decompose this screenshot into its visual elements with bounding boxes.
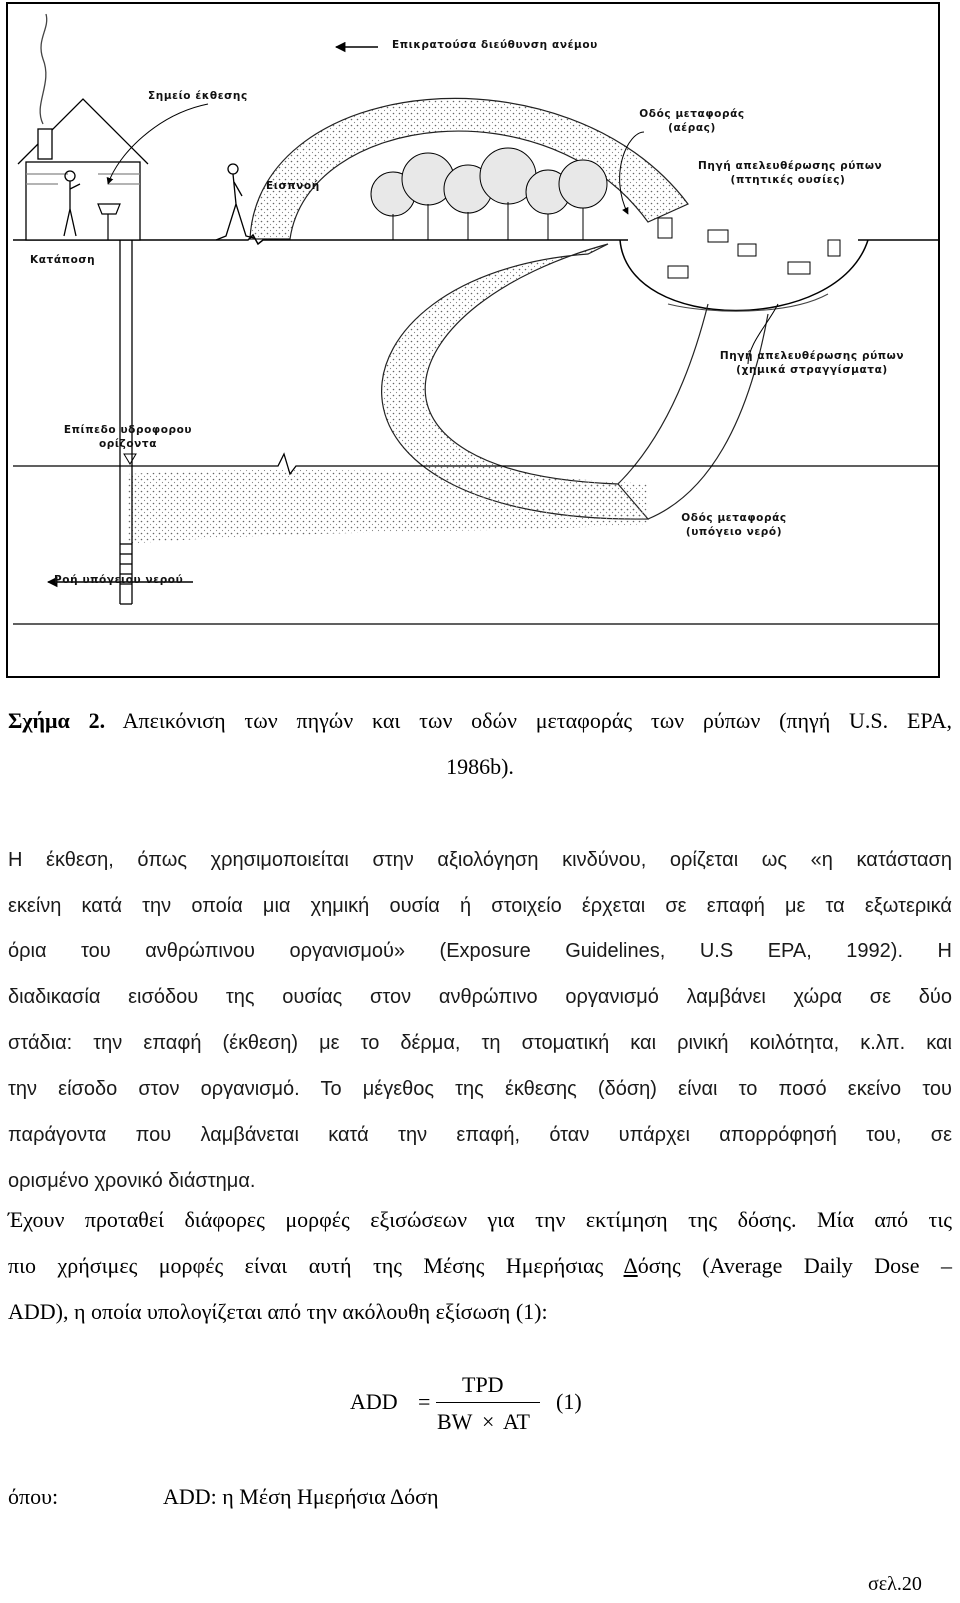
figure-caption <box>8 707 952 781</box>
caption-label: Σχήμα 2. <box>8 708 106 733</box>
label-groundwater-flow: Ροή υπόγειου νερού <box>54 574 184 586</box>
label-source-ground-2: (χημικά στραγγίσματα) <box>736 364 888 376</box>
body-line-7: παράγοντα που λαμβάνεται κατά την επαφή, όταν υπάρχει απορρόφησή του, σε <box>8 1124 952 1146</box>
page-number: σελ.20 <box>868 1573 922 1595</box>
drums-icon <box>658 218 840 311</box>
trees-icon <box>371 148 607 240</box>
figure-exposure-pathways <box>6 2 940 678</box>
body-line-2: εκείνη κατά την οποία μια χημική ουσία ή στοιχείο έρχεται σε επαφή με τα εξωτερικά <box>8 895 952 917</box>
delta-underlined: Δ <box>623 1253 638 1278</box>
equation-equals: = <box>418 1389 431 1414</box>
equation-lhs: ADD <box>350 1389 398 1414</box>
serif-line-3: ADD), η οποία υπολογίζεται από την ακόλουθη εξίσωση (1): <box>8 1299 548 1324</box>
label-wind: Επικρατούσα διεύθυνση ανέμου <box>392 39 598 51</box>
body-line-8: ορισμένο χρονικό διάστημα. <box>8 1170 256 1192</box>
equation-denom-b: AT <box>503 1409 530 1434</box>
label-source-air-1: Πηγή απελευθέρωσης ρύπων <box>698 160 883 172</box>
equation-denom-a: BW <box>437 1409 473 1434</box>
aquifer-band <box>128 470 648 544</box>
body-line-3: όρια του ανθρώπινου οργανισμού» (Exposure Guidelines, U.S EPA, 1992). Η <box>8 940 952 962</box>
fraction-bar <box>436 1402 540 1403</box>
equation-numerator: TPD <box>462 1372 504 1397</box>
label-transport-air-1: Οδός μεταφοράς <box>639 108 745 120</box>
caption-text-line1: Απεικόνιση των πηγών και των οδών μεταφοράς των ρύπων (πηγή U.S. EPA, <box>105 708 952 733</box>
where-definition: ADD: η Μέση Ημερήσια Δόση <box>163 1484 439 1509</box>
where-label: όπου: <box>8 1484 59 1509</box>
label-transport-water-1: Οδός μεταφοράς <box>681 512 787 524</box>
ground-surface <box>13 235 938 244</box>
serif-line-2: πιο χρήσιμες μορφές είναι αυτή της Μέσης Ημερήσιας Δόσης (Average Daily Dose – <box>8 1253 952 1278</box>
label-ingestion: Κατάποση <box>30 254 96 266</box>
body-line-5: στάδια: την επαφή (έκθεση) με το δέρμα, τη στοματική και ρινική κοιλότητα, κ.λπ. και <box>8 1032 952 1054</box>
label-source-ground-1: Πηγή απελευθέρωσης ρύπων <box>719 350 905 362</box>
label-water-table-1: Επίπεδο υδροφορου <box>63 424 193 436</box>
equation-times: × <box>482 1409 495 1434</box>
body-line-1: Η έκθεση, όπως χρησιμοποιείται στην αξιολόγηση κινδύνου, ορίζεται ως «η κατάσταση <box>8 849 952 871</box>
equation-number: (1) <box>556 1389 582 1414</box>
label-transport-water-2: (υπόγειο νερό) <box>685 526 783 538</box>
well-icon <box>120 214 132 604</box>
label-transport-air-2: (αέρας) <box>668 122 716 134</box>
label-inhalation: Εισπνοή <box>266 180 320 192</box>
caption-text-line2: 1986b). <box>446 754 514 779</box>
house-icon <box>18 14 148 240</box>
label-water-table-2: ορίζοντα <box>98 438 158 450</box>
person-walking-icon <box>216 164 254 240</box>
serif-line-1: Έχουν προταθεί διάφορες μορφές εξισώσεων για την εκτίμηση της δόσης. Μία από τις <box>8 1207 952 1232</box>
body-line-4: διαδικασία εισόδου της ουσίας στον ανθρώπινο οργανισμό λαμβάνει χώρα σε δύο <box>8 986 952 1008</box>
label-source-air-2: (πτητικές ουσίες) <box>730 174 846 186</box>
body-line-6: την είσοδο στον οργανισμό. Το μέγεθος της έκθεσης (δόση) είναι το ποσό εκείνο του <box>8 1078 952 1100</box>
label-exposure-point: Σημείο έκθεσης <box>148 90 248 102</box>
